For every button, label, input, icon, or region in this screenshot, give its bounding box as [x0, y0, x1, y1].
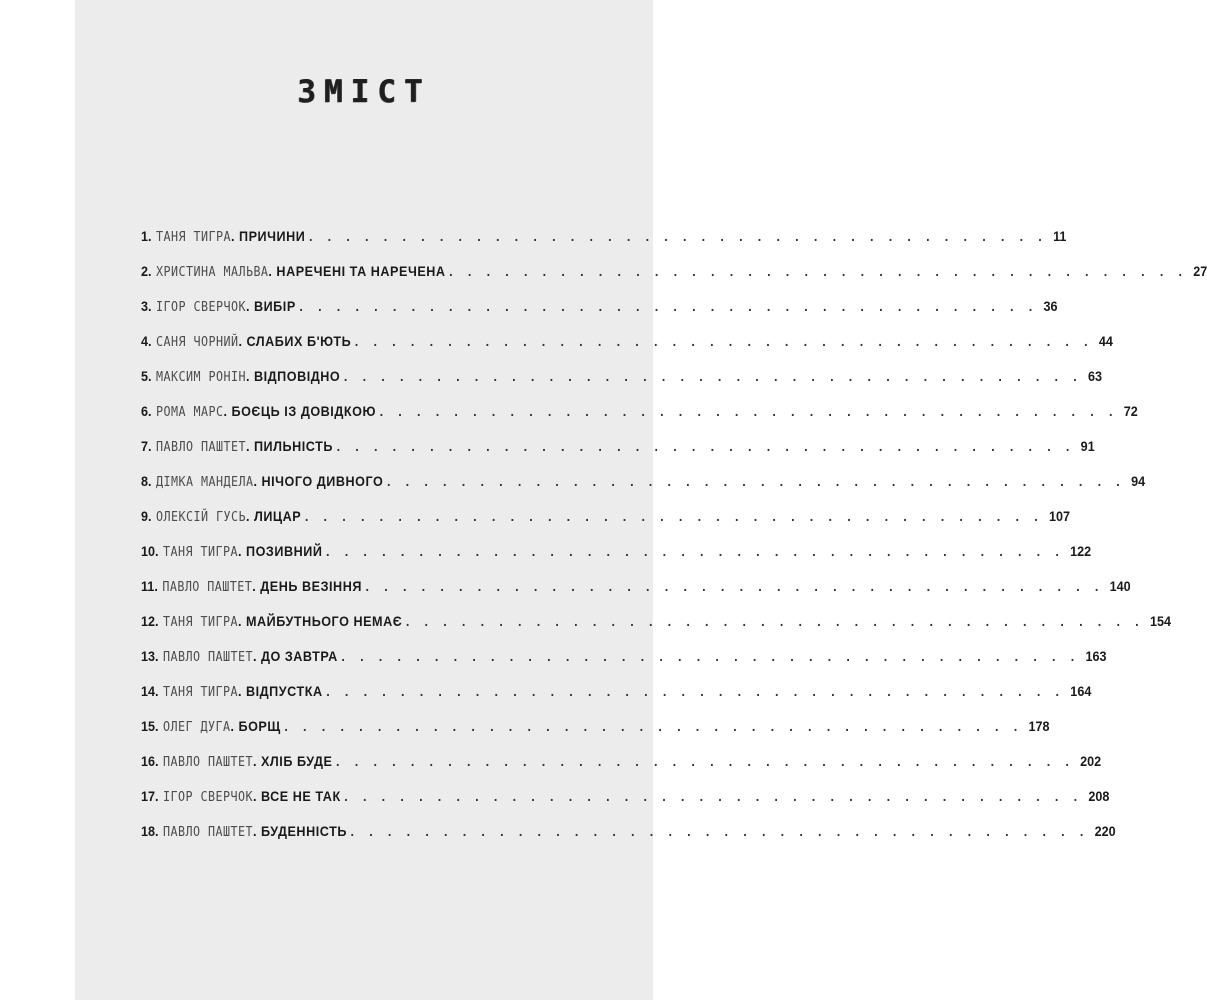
dot-leader: . . . . . . . . . . . . . . . . . . . . . . . . . . . . . . . . . . . . . . . . [354, 333, 1094, 349]
author-separator: . [237, 613, 242, 629]
toc-entry [141, 368, 1103, 403]
entry-author: ПАВЛО ПАШТЕТ [163, 755, 253, 770]
entry-author: РОМА МАРС [156, 405, 224, 420]
entry-author: ПАВЛО ПАШТЕТ [156, 440, 246, 455]
toc-entry [141, 578, 1131, 613]
dot-leader: . . . . . . . . . . . . . . . . . . . . . . . . . . . . . . . . . . . . . . . . [386, 473, 1126, 489]
entry-title: ВИБІР [253, 298, 296, 314]
entry-page-number: 107 [1048, 508, 1070, 524]
entry-author: ОЛЕГ ДУГА [163, 720, 231, 735]
entry-title: ХЛІБ БУДЕ [260, 753, 333, 769]
dot-leader: . . . . . . . . . . . . . . . . . . . . . . . . . . . . . . . . . . . . . . . . [405, 613, 1145, 629]
toc-entry [141, 473, 1146, 508]
entry-page-number: 178 [1028, 718, 1050, 734]
dot-leader: . . . . . . . . . . . . . . . . . . . . . . . . . . . . . . . . . . . . . . . . [379, 403, 1119, 419]
book-page [75, 0, 1207, 1000]
entry-title: БОРЩ [238, 718, 281, 734]
entry-title: ДЕНЬ ВЕЗІННЯ [260, 578, 362, 594]
table-of-contents [141, 228, 1207, 858]
entry-title: СЛАБИХ Б'ЮТЬ [246, 333, 352, 349]
toc-entry [141, 228, 1067, 263]
entry-title: НАРЕЧЕНІ ТА НАРЕЧЕНА [276, 263, 446, 279]
entry-author: ТАНЯ ТИГРА [156, 230, 231, 245]
entry-title: ВСЕ НЕ ТАК [260, 788, 341, 804]
toc-entry [141, 438, 1095, 473]
entry-number: 14. [141, 683, 159, 699]
entry-page-number: 94 [1131, 473, 1146, 489]
toc-entry [141, 683, 1092, 718]
entry-title: ВІДПУСТКА [245, 683, 323, 699]
entry-page-number: 202 [1080, 753, 1102, 769]
entry-author: ПАВЛО ПАШТЕТ [163, 825, 253, 840]
entry-page-number: 163 [1085, 648, 1107, 664]
entry-author: ПАВЛО ПАШТЕТ [162, 580, 253, 595]
entry-number: 10. [141, 543, 159, 559]
author-separator: . [245, 508, 250, 524]
entry-page-number: 44 [1098, 333, 1113, 349]
author-separator: . [252, 823, 257, 839]
toc-entry [141, 613, 1171, 648]
dot-leader: . . . . . . . . . . . . . . . . . . . . . . . . . . . . . . . . . . . . . . . . [284, 718, 1024, 734]
entry-number: 18. [141, 823, 159, 839]
entry-author: МАКСИМ РОНІН [156, 370, 246, 385]
author-separator: . [237, 683, 242, 699]
entry-author: ІГОР СВЕРЧОК [163, 790, 253, 805]
author-separator: . [230, 718, 234, 734]
entry-author: САНЯ ЧОРНИЙ [156, 335, 239, 350]
entry-author: ТАНЯ ТИГРА [163, 545, 238, 560]
author-separator: . [238, 333, 242, 349]
entry-title: ДО ЗАВТРА [260, 648, 338, 664]
author-separator: . [252, 578, 256, 594]
toc-entry [141, 543, 1092, 578]
toc-entry [141, 753, 1102, 788]
entry-number: 15. [141, 718, 159, 734]
entry-page-number: 164 [1070, 683, 1092, 699]
toc-entry [141, 298, 1058, 333]
entry-page-number: 11 [1053, 228, 1067, 244]
dot-leader: . . . . . . . . . . . . . . . . . . . . . . . . . . . . . . . . . . . . . . . . [365, 578, 1105, 594]
dot-leader: . . . . . . . . . . . . . . . . . . . . . . . . . . . . . . . . . . . . . . . . [449, 263, 1188, 279]
toc-entry [141, 718, 1050, 753]
entry-title: БУДЕННІСТЬ [260, 823, 347, 839]
toc-entry [141, 333, 1113, 368]
author-separator: . [252, 788, 257, 804]
dot-leader: . . . . . . . . . . . . . . . . . . . . . . . . . . . . . . . . . . . . . . . . [344, 788, 1083, 804]
dot-leader: . . . . . . . . . . . . . . . . . . . . . . . . . . . . . . . . . . . . . . . . [326, 683, 1065, 699]
entry-page-number: 63 [1087, 368, 1103, 384]
author-separator: . [230, 228, 235, 244]
entry-number: 2. [141, 263, 152, 279]
toc-entry [141, 263, 1207, 298]
entry-number: 8. [141, 473, 152, 489]
author-separator: . [252, 753, 257, 769]
entry-page-number: 154 [1149, 613, 1171, 629]
entry-title: ВІДПОВІДНО [253, 368, 341, 384]
entry-author: ДІМКА МАНДЕЛА [156, 475, 254, 490]
author-separator: . [245, 298, 250, 314]
author-separator: . [245, 368, 250, 384]
entry-number: 4. [141, 333, 152, 349]
entry-page-number: 91 [1080, 438, 1095, 454]
entry-title: МАЙБУТНЬОГО НЕМАЄ [245, 613, 403, 629]
entry-number: 17. [141, 788, 159, 804]
entry-page-number: 122 [1070, 543, 1092, 559]
entry-author: ТАНЯ ТИГРА [163, 615, 238, 630]
dot-leader: . . . . . . . . . . . . . . . . . . . . . . . . . . . . . . . . . . . . . . . . [350, 823, 1090, 839]
entry-number: 6. [141, 403, 152, 419]
entry-number: 16. [141, 753, 159, 769]
author-separator: . [245, 438, 250, 454]
entry-number: 11. [141, 578, 158, 594]
toc-entry [141, 648, 1107, 683]
entry-page-number: 27 [1193, 263, 1207, 279]
dot-leader: . . . . . . . . . . . . . . . . . . . . . . . . . . . . . . . . . . . . . . . . [304, 508, 1044, 524]
entry-number: 13. [141, 648, 159, 664]
dot-leader: . . . . . . . . . . . . . . . . . . . . . . . . . . . . . . . . . . . . . . . . [308, 228, 1048, 244]
entry-title: БОЄЦЬ ІЗ ДОВІДКОЮ [231, 403, 376, 419]
toc-entry [141, 823, 1116, 858]
entry-author: ОЛЕКСІЙ ГУСЬ [156, 510, 246, 525]
dot-leader: . . . . . . . . . . . . . . . . . . . . . . . . . . . . . . . . . . . . . . . . [343, 368, 1083, 384]
entry-number: 1. [141, 228, 152, 244]
entry-title: ЛИЦАР [253, 508, 302, 524]
entry-number: 12. [141, 613, 159, 629]
entry-title: ПОЗИВНИЙ [245, 543, 323, 559]
entry-number: 7. [141, 438, 152, 454]
page-title: ЗМІСТ [297, 74, 431, 110]
entry-page-number: 208 [1088, 788, 1110, 804]
dot-leader: . . . . . . . . . . . . . . . . . . . . . . . . . . . . . . . . . . . . . . . . [299, 298, 1039, 314]
entry-author: ІГОР СВЕРЧОК [156, 300, 246, 315]
dot-leader: . . . . . . . . . . . . . . . . . . . . . . . . . . . . . . . . . . . . . . . . [326, 543, 1065, 559]
entry-page-number: 36 [1043, 298, 1058, 314]
author-separator: . [223, 403, 227, 419]
entry-author: ТАНЯ ТИГРА [163, 685, 238, 700]
dot-leader: . . . . . . . . . . . . . . . . . . . . . . . . . . . . . . . . . . . . . . . . [336, 438, 1076, 454]
entry-author: ХРИСТИНА МАЛЬВА [156, 265, 269, 280]
entry-page-number: 140 [1109, 578, 1131, 594]
entry-title: ПРИЧИНИ [238, 228, 306, 244]
entry-title: НІЧОГО ДИВНОГО [261, 473, 384, 489]
dot-leader: . . . . . . . . . . . . . . . . . . . . . . . . . . . . . . . . . . . . . . . . [336, 753, 1075, 769]
author-separator: . [252, 648, 257, 664]
author-separator: . [268, 263, 272, 279]
entry-number: 3. [141, 298, 152, 314]
entry-page-number: 220 [1094, 823, 1116, 839]
entry-title: ПИЛЬНІСТЬ [253, 438, 333, 454]
entry-number: 5. [141, 368, 152, 384]
author-separator: . [237, 543, 242, 559]
toc-entry [141, 788, 1110, 823]
entry-page-number: 72 [1123, 403, 1138, 419]
entry-number: 9. [141, 508, 152, 524]
entry-author: ПАВЛО ПАШТЕТ [163, 650, 253, 665]
author-separator: . [253, 473, 257, 489]
toc-entry [141, 508, 1070, 543]
dot-leader: . . . . . . . . . . . . . . . . . . . . . . . . . . . . . . . . . . . . . . . . [341, 648, 1081, 664]
toc-entry [141, 403, 1138, 438]
